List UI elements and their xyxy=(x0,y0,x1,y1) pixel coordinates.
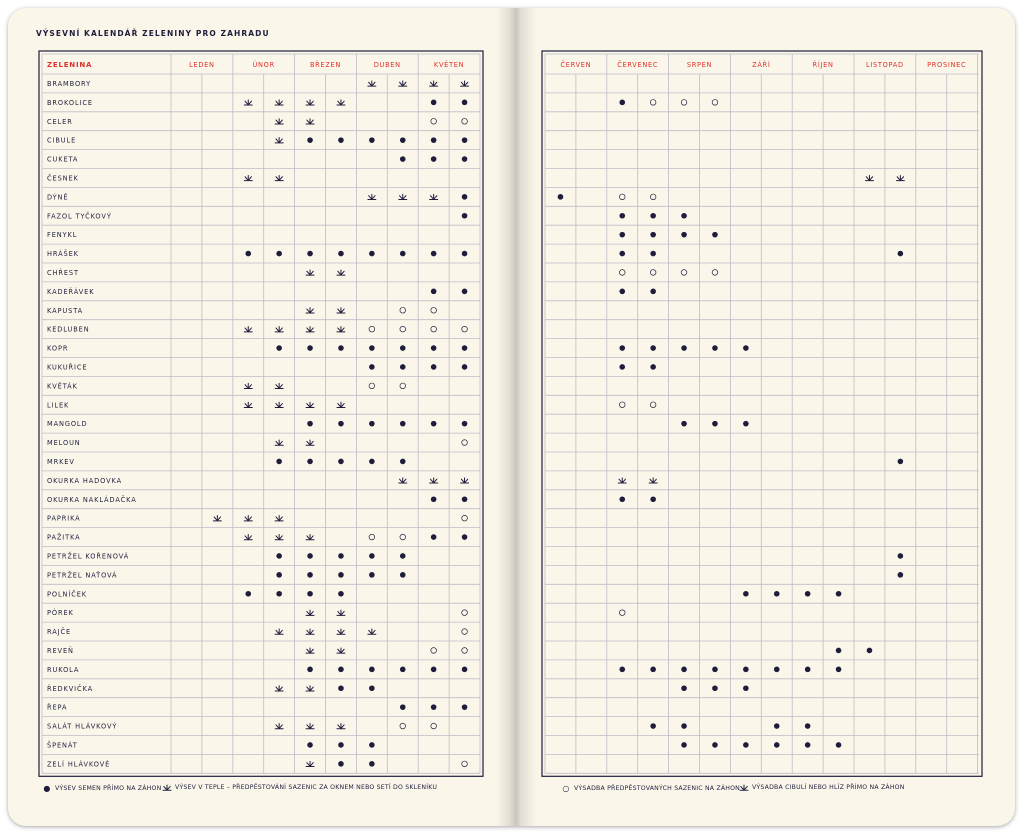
direct-sowing-dot xyxy=(338,761,344,767)
direct-sowing-dot xyxy=(619,345,625,351)
page-title: VÝSEVNÍ KALENDÁŘ ZELENINY PRO ZAHRADU xyxy=(36,29,270,38)
indoor-sowing-icon xyxy=(306,100,314,105)
transplant-circle xyxy=(462,515,468,521)
bulb-planting-icon xyxy=(430,81,438,86)
transplant-circle xyxy=(650,402,656,408)
indoor-sowing-icon xyxy=(430,194,438,199)
direct-sowing-dot xyxy=(276,572,282,578)
indoor-sowing-icon xyxy=(275,100,283,105)
indoor-sowing-icon xyxy=(244,383,252,388)
transplant-circle xyxy=(369,326,375,332)
indoor-sowing-icon xyxy=(275,535,283,540)
direct-sowing-dot xyxy=(400,364,406,370)
indoor-sowing-icon xyxy=(306,629,314,634)
month-header: KVĚTEN xyxy=(433,61,465,69)
direct-sowing-dot xyxy=(774,591,780,597)
direct-sowing-dot xyxy=(462,213,468,219)
indoor-sowing-icon xyxy=(275,629,283,634)
vegetable-name: POLNÍČEK xyxy=(47,590,88,599)
direct-sowing-dot xyxy=(307,421,313,427)
legend-direct xyxy=(42,784,161,793)
vegetable-name: ZELÍ HLÁVKOVÉ xyxy=(47,760,111,769)
direct-sowing-dot xyxy=(712,685,718,691)
direct-sowing-dot xyxy=(650,289,656,295)
direct-sowing-dot xyxy=(431,137,437,143)
indoor-sowing-icon xyxy=(306,308,314,313)
transplant-circle xyxy=(431,307,437,313)
direct-sowing-dot xyxy=(307,667,313,673)
month-header: PROSINEC xyxy=(927,61,967,69)
vegetable-name: BROKOLICE xyxy=(47,98,93,107)
vegetable-name: KOPR xyxy=(47,344,69,353)
vegetable-name: OKURKA HADOVKA xyxy=(47,476,123,485)
direct-sowing-dot xyxy=(774,723,780,729)
transplant-circle xyxy=(681,100,687,106)
indoor-sowing-icon xyxy=(244,327,252,332)
direct-sowing-dot xyxy=(338,572,344,578)
direct-sowing-dot xyxy=(836,648,842,654)
direct-sowing-dot xyxy=(431,364,437,370)
direct-sowing-dot xyxy=(898,572,904,578)
legend-transplant-label: VÝSADBA PŘEDPĚSTOVANÝCH SAZENIC NA ZÁHON xyxy=(574,785,741,792)
indoor-sowing-icon xyxy=(275,327,283,332)
indoor-sowing-icon xyxy=(306,648,314,653)
vegetable-name: LILEK xyxy=(47,401,70,410)
transplant-circle xyxy=(462,440,468,446)
indoor-sowing-icon xyxy=(306,535,314,540)
direct-sowing-dot xyxy=(650,667,656,673)
vegetable-name: PAPRIKA xyxy=(47,514,81,523)
direct-sowing-dot xyxy=(681,213,687,219)
transplant-circle xyxy=(431,723,437,729)
direct-sowing-dot xyxy=(431,289,437,295)
bulb-planting-icon xyxy=(618,478,626,483)
direct-sowing-dot xyxy=(400,704,406,710)
transplant-circle xyxy=(650,194,656,200)
legend-indoor xyxy=(162,784,437,791)
vegetable-name: BRAMBORY xyxy=(47,79,92,88)
vegetable-name: ŠPENÁT xyxy=(47,741,78,750)
direct-sowing-dot xyxy=(743,742,749,748)
indoor-sowing-icon xyxy=(306,724,314,729)
direct-sowing-dot xyxy=(307,251,313,257)
transplant-circle xyxy=(400,534,406,540)
direct-sowing-dot xyxy=(462,534,468,540)
direct-sowing-dot xyxy=(431,345,437,351)
direct-sowing-dot xyxy=(307,553,313,559)
vegetable-name: PÓREK xyxy=(47,609,74,618)
vegetable-name: KUKUŘICE xyxy=(47,363,88,372)
transplant-circle xyxy=(400,326,406,332)
bulb-planting-icon xyxy=(461,81,469,86)
direct-sowing-dot xyxy=(462,251,468,257)
direct-sowing-dot xyxy=(338,459,344,465)
indoor-sowing-icon xyxy=(368,194,376,199)
direct-sowing-dot xyxy=(650,232,656,238)
vegetable-name: MANGOLD xyxy=(47,420,88,429)
direct-sowing-dot xyxy=(369,667,375,673)
transplant-circle xyxy=(650,100,656,106)
indoor-sowing-icon xyxy=(306,440,314,445)
direct-sowing-dot xyxy=(431,156,437,162)
month-header: LISTOPAD xyxy=(866,61,904,69)
direct-sowing-dot xyxy=(431,704,437,710)
direct-sowing-dot xyxy=(650,251,656,257)
transplant-circle xyxy=(619,610,625,616)
bulb-planting-icon xyxy=(649,478,657,483)
direct-sowing-dot xyxy=(369,251,375,257)
bulb-sprout-icon xyxy=(739,784,749,791)
direct-sowing-dot xyxy=(619,232,625,238)
transplant-circle xyxy=(431,326,437,332)
vegetable-name: DÝNĚ xyxy=(47,193,69,202)
indoor-sowing-icon xyxy=(275,402,283,407)
vegetable-name: CIBULE xyxy=(47,136,77,145)
month-header: SRPEN xyxy=(686,61,713,69)
direct-sowing-dot xyxy=(619,100,625,106)
direct-sowing-dot xyxy=(743,685,749,691)
direct-sowing-dot xyxy=(805,667,811,673)
indoor-sowing-icon xyxy=(306,402,314,407)
filled-dot-icon: ● xyxy=(43,784,51,793)
indoor-sowing-icon xyxy=(337,629,345,634)
direct-sowing-dot xyxy=(681,742,687,748)
direct-sowing-dot xyxy=(462,100,468,106)
direct-sowing-dot xyxy=(276,553,282,559)
direct-sowing-dot xyxy=(619,496,625,502)
vegetable-name: KEDLUBEN xyxy=(47,325,90,334)
transplant-circle xyxy=(619,402,625,408)
month-header: ZÁŘÍ xyxy=(752,61,771,69)
indoor-sowing-icon xyxy=(337,270,345,275)
direct-sowing-dot xyxy=(681,232,687,238)
direct-sowing-dot xyxy=(619,364,625,370)
direct-sowing-dot xyxy=(400,345,406,351)
transplant-circle xyxy=(619,270,625,276)
indoor-sowing-icon xyxy=(244,100,252,105)
direct-sowing-dot xyxy=(774,742,780,748)
direct-sowing-dot xyxy=(650,496,656,502)
direct-sowing-dot xyxy=(743,421,749,427)
transplant-circle xyxy=(431,648,437,654)
indoor-sowing-icon xyxy=(244,535,252,540)
indoor-sowing-icon xyxy=(306,610,314,615)
bulb-planting-icon xyxy=(461,478,469,483)
bulb-planting-icon xyxy=(368,81,376,86)
direct-sowing-dot xyxy=(431,100,437,106)
direct-sowing-dot xyxy=(431,496,437,502)
direct-sowing-dot xyxy=(712,667,718,673)
direct-sowing-dot xyxy=(338,667,344,673)
transplant-circle xyxy=(712,270,718,276)
indoor-sowing-icon xyxy=(306,686,314,691)
direct-sowing-dot xyxy=(650,364,656,370)
direct-sowing-dot xyxy=(898,459,904,465)
header-vegetable-label: ZELENINA xyxy=(47,61,93,69)
direct-sowing-dot xyxy=(245,251,251,257)
direct-sowing-dot xyxy=(712,232,718,238)
direct-sowing-dot xyxy=(400,572,406,578)
transplant-circle xyxy=(369,383,375,389)
direct-sowing-dot xyxy=(431,667,437,673)
bulb-planting-icon xyxy=(399,81,407,86)
direct-sowing-dot xyxy=(836,667,842,673)
direct-sowing-dot xyxy=(743,667,749,673)
indoor-sowing-icon xyxy=(337,100,345,105)
indoor-sowing-icon xyxy=(275,119,283,124)
direct-sowing-dot xyxy=(619,251,625,257)
direct-sowing-dot xyxy=(898,553,904,559)
vegetable-name: KAPUSTA xyxy=(47,306,84,315)
month-header: BŘEZEN xyxy=(309,61,342,69)
direct-sowing-dot xyxy=(338,251,344,257)
indoor-sowing-icon xyxy=(337,610,345,615)
direct-sowing-dot xyxy=(338,137,344,143)
direct-sowing-dot xyxy=(805,723,811,729)
indoor-sowing-icon xyxy=(244,402,252,407)
direct-sowing-dot xyxy=(307,591,313,597)
indoor-sowing-icon xyxy=(275,383,283,388)
transplant-circle xyxy=(431,118,437,124)
direct-sowing-dot xyxy=(307,459,313,465)
vegetable-name: MRKEV xyxy=(47,457,75,466)
direct-sowing-dot xyxy=(462,364,468,370)
transplant-circle xyxy=(681,270,687,276)
direct-sowing-dot xyxy=(650,345,656,351)
direct-sowing-dot xyxy=(681,345,687,351)
direct-sowing-dot xyxy=(400,421,406,427)
direct-sowing-dot xyxy=(338,685,344,691)
vegetable-name: OKURKA NAKLÁDAČKA xyxy=(47,495,137,504)
direct-sowing-dot xyxy=(369,742,375,748)
direct-sowing-dot xyxy=(898,251,904,257)
direct-sowing-dot xyxy=(462,704,468,710)
direct-sowing-dot xyxy=(307,345,313,351)
direct-sowing-dot xyxy=(619,667,625,673)
direct-sowing-dot xyxy=(400,459,406,465)
indoor-sowing-icon xyxy=(275,516,283,521)
vegetable-name: RUKOLA xyxy=(47,665,80,674)
transplant-circle xyxy=(650,270,656,276)
vegetable-name: RAJČE xyxy=(47,628,72,637)
bulb-planting-icon xyxy=(430,478,438,483)
legend-bulbs xyxy=(739,784,905,791)
direct-sowing-dot xyxy=(774,667,780,673)
direct-sowing-dot xyxy=(462,137,468,143)
direct-sowing-dot xyxy=(400,137,406,143)
direct-sowing-dot xyxy=(307,572,313,578)
direct-sowing-dot xyxy=(307,137,313,143)
vegetable-name: PAŽITKA xyxy=(47,533,81,542)
indoor-sowing-icon xyxy=(306,119,314,124)
left-table-frame xyxy=(39,51,483,776)
direct-sowing-dot xyxy=(681,667,687,673)
direct-sowing-dot xyxy=(805,742,811,748)
indoor-sowing-icon xyxy=(275,138,283,143)
vegetable-name: FENYKL xyxy=(47,231,78,240)
direct-sowing-dot xyxy=(462,289,468,295)
vegetable-name: PETRŽEL KOŘENOVÁ xyxy=(47,552,130,561)
transplant-circle xyxy=(462,118,468,124)
direct-sowing-dot xyxy=(400,667,406,673)
indoor-sowing-icon xyxy=(244,175,252,180)
indoor-sowing-icon xyxy=(306,327,314,332)
direct-sowing-dot xyxy=(369,345,375,351)
vegetable-name: MELOUN xyxy=(47,439,81,448)
direct-sowing-dot xyxy=(558,194,564,200)
direct-sowing-dot xyxy=(369,685,375,691)
direct-sowing-dot xyxy=(805,591,811,597)
transplant-circle xyxy=(400,307,406,313)
month-header: ČERVENEC xyxy=(617,61,659,69)
legend-bulbs-label: VÝSADBA CIBULÍ NEBO HLÍZ PŘÍMO NA ZÁHON xyxy=(752,784,905,791)
vegetable-name: CUKETA xyxy=(47,155,79,164)
direct-sowing-dot xyxy=(836,742,842,748)
direct-sowing-dot xyxy=(619,289,625,295)
direct-sowing-dot xyxy=(681,421,687,427)
direct-sowing-dot xyxy=(245,591,251,597)
direct-sowing-dot xyxy=(369,761,375,767)
month-header: ŘÍJEN xyxy=(812,61,834,69)
indoor-sowing-icon xyxy=(399,194,407,199)
legend-transplant xyxy=(561,784,740,793)
legend-direct-label: VÝSEV SEMEN PŘÍMO NA ZÁHON xyxy=(55,785,162,792)
month-header: LEDEN xyxy=(189,61,215,69)
direct-sowing-dot xyxy=(619,213,625,219)
direct-sowing-dot xyxy=(338,742,344,748)
vegetable-name: FAZOL TYČKOVÝ xyxy=(47,212,112,221)
indoor-sowing-icon xyxy=(275,724,283,729)
direct-sowing-dot xyxy=(338,345,344,351)
direct-sowing-dot xyxy=(369,421,375,427)
vegetable-name: KADEŘÁVEK xyxy=(47,287,95,296)
indoor-sowing-icon xyxy=(337,648,345,653)
month-header: DUBEN xyxy=(373,61,401,69)
direct-sowing-dot xyxy=(462,345,468,351)
direct-sowing-dot xyxy=(276,459,282,465)
bulb-planting-icon xyxy=(896,175,904,180)
transplant-circle xyxy=(462,629,468,635)
indoor-sowing-icon xyxy=(306,761,314,766)
vegetable-name: PETRŽEL NAŤOVÁ xyxy=(47,571,118,580)
indoor-sowing-icon xyxy=(306,270,314,275)
transplant-circle xyxy=(462,326,468,332)
direct-sowing-dot xyxy=(681,723,687,729)
direct-sowing-dot xyxy=(276,591,282,597)
direct-sowing-dot xyxy=(276,251,282,257)
direct-sowing-dot xyxy=(338,421,344,427)
direct-sowing-dot xyxy=(338,591,344,597)
indoor-sowing-icon xyxy=(337,308,345,313)
direct-sowing-dot xyxy=(369,137,375,143)
direct-sowing-dot xyxy=(681,685,687,691)
direct-sowing-dot xyxy=(462,496,468,502)
transplant-circle xyxy=(369,534,375,540)
vegetable-name: ČESNEK xyxy=(47,174,79,183)
bulb-planting-icon xyxy=(865,175,873,180)
indoor-sowing-icon xyxy=(275,440,283,445)
direct-sowing-dot xyxy=(712,742,718,748)
bulb-planting-icon xyxy=(399,478,407,483)
vegetable-name: KVĚTÁK xyxy=(47,382,78,391)
direct-sowing-dot xyxy=(307,742,313,748)
transplant-circle xyxy=(712,100,718,106)
indoor-sowing-icon xyxy=(337,402,345,407)
vegetable-name: ŘEDKVIČKA xyxy=(47,684,94,693)
direct-sowing-dot xyxy=(369,364,375,370)
direct-sowing-dot xyxy=(400,251,406,257)
transplant-circle xyxy=(619,194,625,200)
grid-lines xyxy=(42,54,979,773)
transplant-circle xyxy=(462,648,468,654)
transplant-circle xyxy=(462,761,468,767)
vegetable-name: HRÁŠEK xyxy=(47,250,79,259)
indoor-sowing-icon xyxy=(337,327,345,332)
direct-sowing-dot xyxy=(431,534,437,540)
vegetable-name: SALÁT HLÁVKOVÝ xyxy=(47,722,118,731)
seedling-icon xyxy=(162,784,172,791)
direct-sowing-dot xyxy=(369,572,375,578)
direct-sowing-dot xyxy=(431,251,437,257)
direct-sowing-dot xyxy=(743,345,749,351)
direct-sowing-dot xyxy=(712,421,718,427)
transplant-circle xyxy=(462,610,468,616)
vegetable-name: CHŘEST xyxy=(47,268,79,277)
direct-sowing-dot xyxy=(369,553,375,559)
empty-circle-icon: ○ xyxy=(562,784,570,793)
transplant-circle xyxy=(400,383,406,389)
transplant-circle xyxy=(400,723,406,729)
direct-sowing-dot xyxy=(400,156,406,162)
direct-sowing-dot xyxy=(369,459,375,465)
direct-sowing-dot xyxy=(462,667,468,673)
month-header: ÚNOR xyxy=(252,61,275,69)
direct-sowing-dot xyxy=(650,723,656,729)
indoor-sowing-icon xyxy=(368,629,376,634)
vegetable-name: ŘEPA xyxy=(47,703,68,712)
indoor-sowing-icon xyxy=(337,724,345,729)
legend-indoor-label: VÝSEV V TEPLE – PŘEDPĚSTOVÁNÍ SAZENIC ZA OKNEM NEBO SETÍ DO SKLENÍKU xyxy=(175,784,438,791)
direct-sowing-dot xyxy=(867,648,873,654)
vegetable-name: REVEŇ xyxy=(47,646,74,655)
indoor-sowing-icon xyxy=(244,516,252,521)
direct-sowing-dot xyxy=(650,213,656,219)
direct-sowing-dot xyxy=(400,553,406,559)
direct-sowing-dot xyxy=(743,591,749,597)
vegetable-name: CELER xyxy=(47,117,73,126)
month-header: ČERVEN xyxy=(560,61,592,69)
direct-sowing-dot xyxy=(431,421,437,427)
indoor-sowing-icon xyxy=(275,175,283,180)
direct-sowing-dot xyxy=(836,591,842,597)
direct-sowing-dot xyxy=(712,345,718,351)
direct-sowing-dot xyxy=(462,156,468,162)
direct-sowing-dot xyxy=(462,421,468,427)
direct-sowing-dot xyxy=(462,194,468,200)
direct-sowing-dot xyxy=(338,553,344,559)
direct-sowing-dot xyxy=(276,345,282,351)
indoor-sowing-icon xyxy=(275,686,283,691)
indoor-sowing-icon xyxy=(213,516,221,521)
